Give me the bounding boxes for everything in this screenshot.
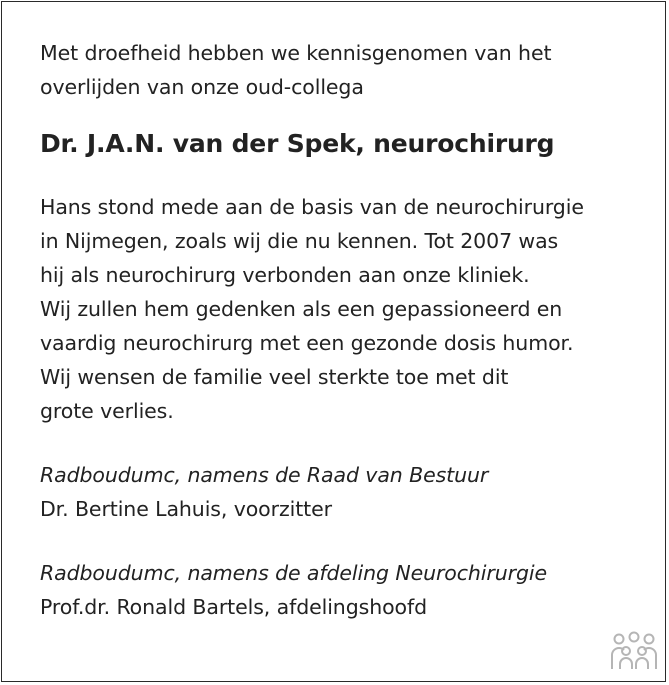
signature-organization: Radboudumc, namens de afdeling Neurochirurgie	[40, 561, 547, 585]
signature-person: Dr. Bertine Lahuis, voorzitter	[40, 497, 332, 521]
intro-text: Met droefheid hebben we kennisgenomen van het overlijden van onze oud-collega	[40, 41, 552, 99]
notice-content	[40, 36, 640, 654]
signature-board	[40, 458, 640, 526]
signature-person: Prof.dr. Ronald Bartels, afdelingshoofd	[40, 595, 428, 619]
deceased-name: Dr. J.A.N. van der Spek, neurochirurg	[40, 129, 555, 158]
people-group-icon	[609, 631, 659, 671]
signature-department	[40, 556, 640, 624]
body-text: Hans stond mede aan de basis van de neurochirurgie in Nijmegen, zoals wij die nu kennen. Tot 2007 was hij als neurochirurg verbonden aan onze kliniek. Wij zullen hem gedenken als een gepassioneerd en vaardig neurochirurg met een gezonde dosis humor. Wij wensen de familie veel sterkte toe met dit grote verlies.	[40, 195, 584, 423]
signature-organization: Radboudumc, namens de Raad van Bestuur	[40, 463, 489, 487]
